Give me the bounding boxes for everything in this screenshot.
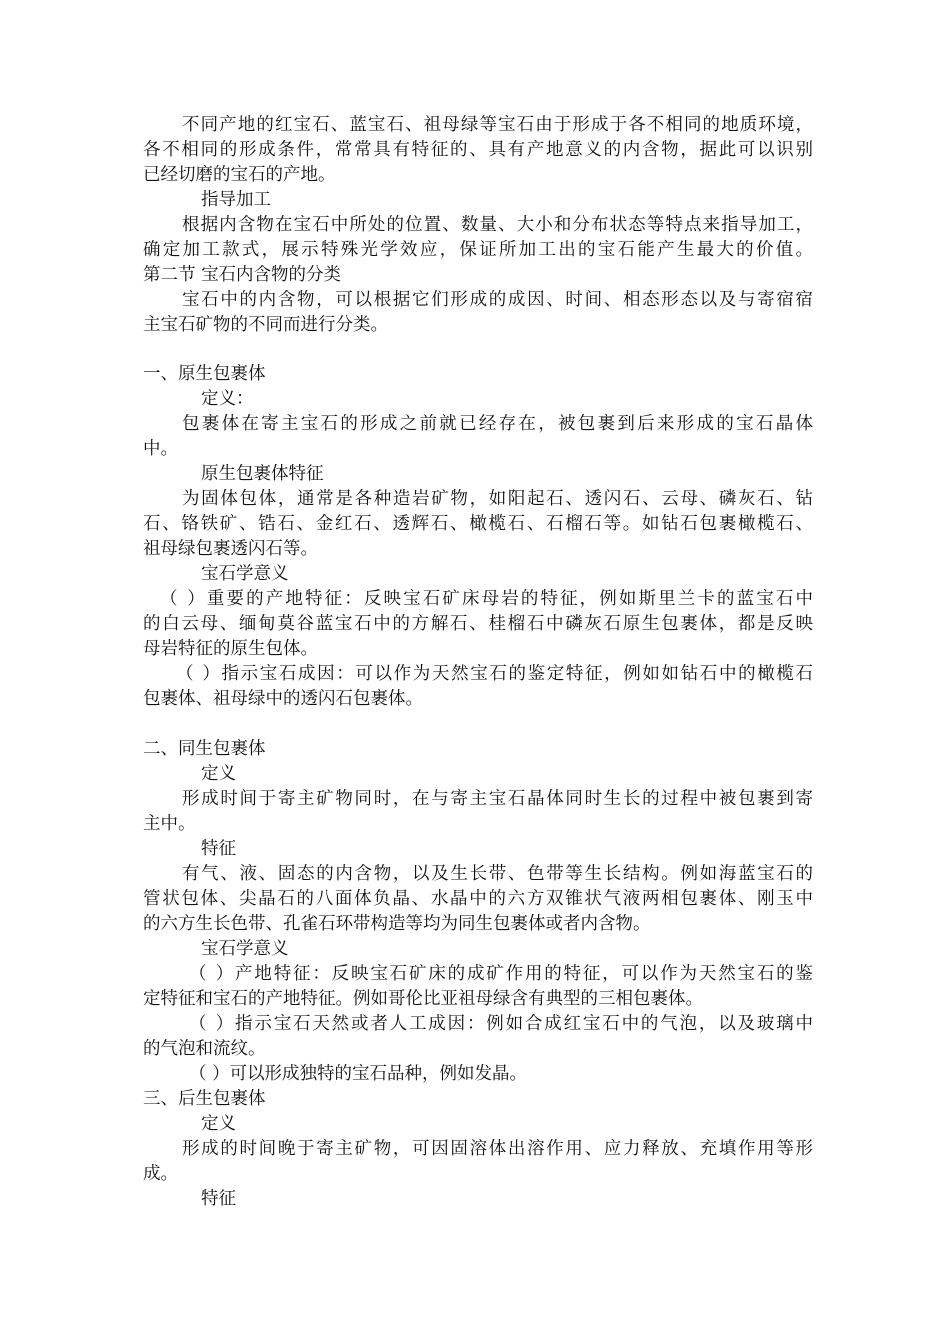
subheading: 原生包裹体特征 bbox=[201, 464, 324, 484]
text-line: 成。 bbox=[143, 1164, 178, 1184]
subheading: 宝石学意义 bbox=[201, 564, 289, 584]
text-line: 有气、液、固态的内含物，以及生长带、色带等生长结构。例如海蓝宝石的 bbox=[182, 864, 813, 884]
subheading: 定义 bbox=[201, 1114, 236, 1134]
text-line: （ ）指示宝石天然或者人工成因：例如合成红宝石中的气泡，以及玻璃中 bbox=[189, 1014, 813, 1034]
text-line: 为固体包体，通常是各种造岩矿物，如阳起石、透闪石、云母、磷灰石、钻 bbox=[182, 489, 813, 509]
text-line: 包裹体、祖母绿中的透闪石包裹体。 bbox=[143, 689, 423, 709]
text-line: 石、铬铁矿、锆石、金红石、透辉石、橄榄石、石榴石等。如钻石包裹橄榄石、 bbox=[143, 514, 813, 534]
text-line: 确定加工款式，展示特殊光学效应，保证所加工出的宝石能产生最大的价值。 bbox=[143, 240, 813, 260]
text-line: 的六方生长色带、孔雀石环带构造等均为同生包裹体或者内含物。 bbox=[143, 914, 651, 934]
text-line: （ ）可以形成独特的宝石品种，例如发晶。 bbox=[189, 1064, 528, 1084]
text-line: （ ）指示宝石成因：可以作为天然宝石的鉴定特征，例如如钻石中的橄榄石 bbox=[176, 664, 813, 684]
text-line: 各不相同的形成条件，常常具有特征的、具有产地意义的内含物，据此可以识别 bbox=[143, 140, 813, 160]
text-line: （ ）产地特征：反映宝石矿床的成矿作用的特征，可以作为天然宝石的鉴 bbox=[189, 964, 813, 984]
text-line: 的气泡和流纹。 bbox=[143, 1039, 266, 1059]
subheading: 宝石学意义 bbox=[201, 939, 289, 959]
subheading: 特征 bbox=[201, 1189, 236, 1209]
subheading: 特征 bbox=[201, 839, 236, 859]
text-line: 祖母绿包裹透闪石等。 bbox=[143, 539, 318, 559]
text-line: 中。 bbox=[143, 439, 178, 459]
text-line: 主宝石矿物的不同而进行分类。 bbox=[143, 315, 388, 335]
section-heading: 一、原生包裹体 bbox=[143, 364, 266, 384]
section-heading: 第二节 宝石内含物的分类 bbox=[143, 265, 342, 285]
text-line: 管状包体、尖晶石的八面体负晶、水晶中的六方双锥状气液两相包裹体、刚玉中 bbox=[143, 889, 813, 909]
subheading: 定义 bbox=[201, 764, 236, 784]
subheading: 指导加工 bbox=[201, 190, 271, 210]
section-heading: 三、后生包裹体 bbox=[143, 1089, 266, 1109]
text-line: （ ）重要的产地特征：反映宝石矿床母岩的特征，例如斯里兰卡的蓝宝石中 bbox=[160, 589, 813, 609]
text-line: 不同产地的红宝石、蓝宝石、祖母绿等宝石由于形成于各不相同的地质环境， bbox=[182, 115, 813, 135]
text-line: 宝石中的内含物，可以根据它们形成的成因、时间、相态形态以及与寄宿宿 bbox=[182, 290, 813, 310]
text-line: 的白云母、缅甸莫谷蓝宝石中的方解石、桂榴石中磷灰石原生包裹体，都是反映 bbox=[143, 614, 813, 634]
text-line: 母岩特征的原生包体。 bbox=[143, 639, 318, 659]
text-line: 形成的时间晚于寄主矿物，可因固溶体出溶作用、应力释放、充填作用等形 bbox=[182, 1139, 813, 1159]
text-line: 定特征和宝石的产地特征。例如哥伦比亚祖母绿含有典型的三相包裹体。 bbox=[143, 989, 703, 1009]
text-line: 已经切磨的宝石的产地。 bbox=[143, 165, 336, 185]
text-line: 形成时间于寄主矿物同时，在与寄主宝石晶体同时生长的过程中被包裹到寄 bbox=[182, 789, 813, 809]
text-line: 根据内含物在宝石中所处的位置、数量、大小和分布状态等特点来指导加工， bbox=[182, 215, 813, 235]
section-heading: 二、同生包裹体 bbox=[143, 739, 266, 759]
text-line: 主中。 bbox=[143, 814, 196, 834]
subheading: 定义： bbox=[201, 389, 254, 409]
text-line: 包裹体在寄主宝石的形成之前就已经存在，被包裹到后来形成的宝石晶体 bbox=[182, 414, 813, 434]
